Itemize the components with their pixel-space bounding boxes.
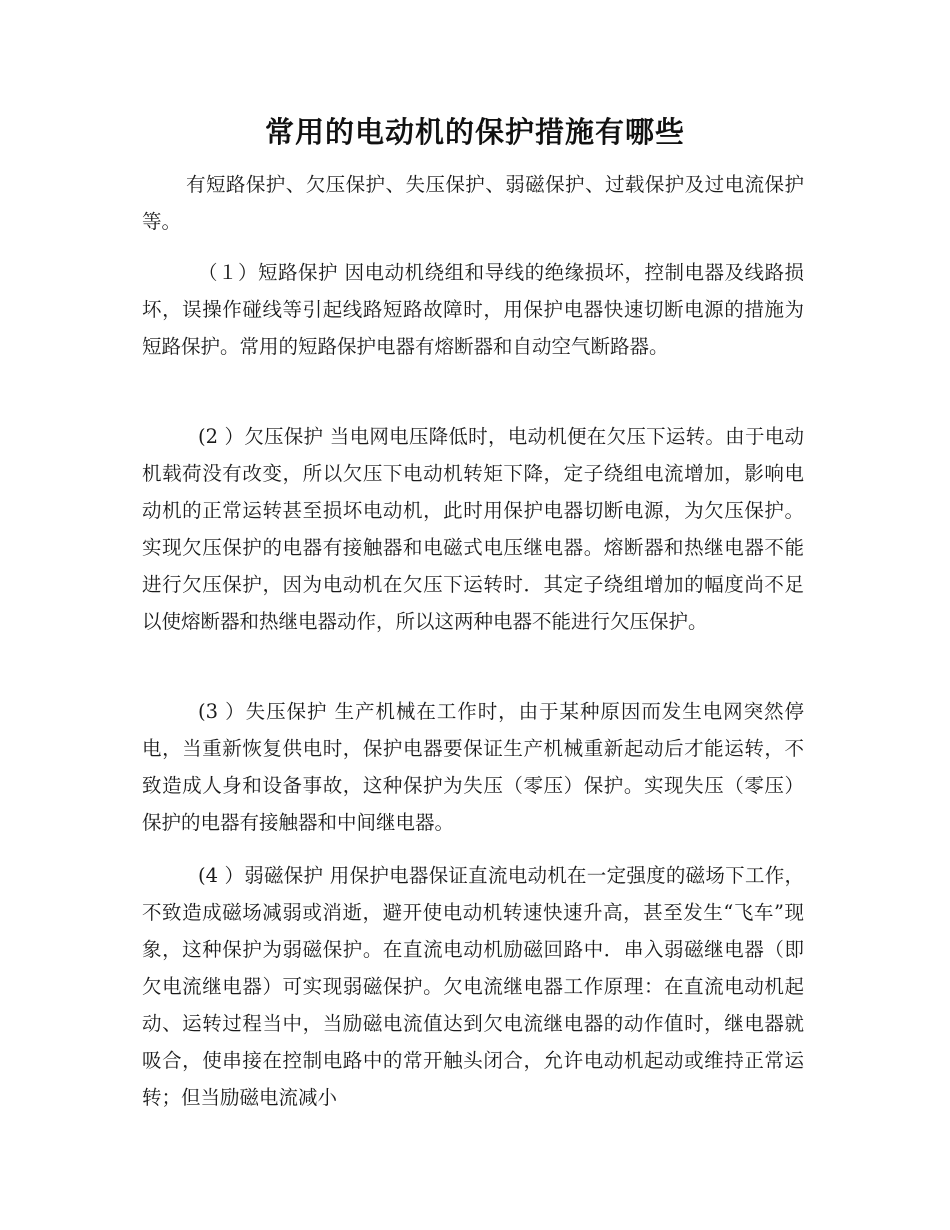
paragraph-undervoltage-protection: (2 ）欠压保护 当电网电压降低时，电动机便在欠压下运转。由于电动机载荷没有改变，所以欠压下电动机转矩下降，定子绕组电流增加，影响电动机的正常运转甚至损坏电动机，此时用保护电器切断电源，为欠压保护。实现欠压保护的电器有接触器和电磁式电压继电器。熔断器和热继电器不能进行欠压保护，因为电动机在欠压下运转时．其定子绕组增加的幅度尚不足以使熔断器和热继电器动作，所以这两种电器不能进行欠压保护。 xyxy=(142,425,804,633)
paragraph-short-circuit-protection: （１）短路保护 因电动机绕组和导线的绝缘损坏，控制电器及线路损坏，误操作碰线等引起线路短路故障时，用保护电器快速切断电源的措施为短路保护。常用的短路保护电器有熔断器和自动空气断路器。 xyxy=(142,261,804,358)
paragraph-voltage-loss-protection: (3 ）失压保护 生产机械在工作时，由于某种原因而发生电网突然停电，当重新恢复供电时，保护电器要保证生产机械重新起动后才能运转，不致造成人身和设备事故，这种保护为失压（零压）保护。实现失压（零压）保护的电器有接触器和中间继电器。 xyxy=(142,700,804,834)
intro-paragraph: 有短路保护、欠压保护、失压保护、弱磁保护、过载保护及过电流保护等。 xyxy=(142,173,804,233)
paragraph-field-weakening-protection: (4 ）弱磁保护 用保护电器保证直流电动机在一定强度的磁场下工作，不致造成磁场减弱或消逝，避开使电动机转速快速升高，甚至发生“飞车”现象，这种保护为弱磁保护。在直流电动机励磁回路中．串入弱磁继电器（即欠电流继电器）可实现弱磁保护。欠电流继电器工作原理：在直流电动机起动、运转过程当中，当励磁电流值达到欠电流继电器的动作值时，继电器就吸合，使串接在控制电路中的常开触头闭合，允许电动机起动或维持正常运转；但当励磁电流减小 xyxy=(142,864,804,1109)
document-title: 常用的电动机的保护措施有哪些 xyxy=(264,115,685,149)
